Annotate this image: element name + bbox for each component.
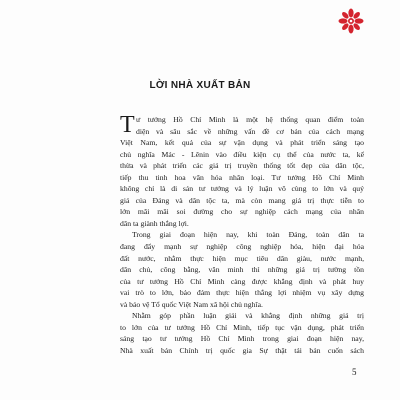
page-number: 5 [352, 367, 357, 377]
text-line: Trong giai đoạn hiện nay, khi toàn Đảng, toàn dân ta [132, 230, 364, 240]
text-line: to lớn của tư tưởng Hồ Chí Minh, tiếp tục vận dụng, phát triển [120, 322, 364, 332]
body-text [120, 114, 364, 356]
text-line: Việt Nam, kết quả của sự vận dụng và phát triển sáng tạo [120, 138, 364, 148]
text-line: lớn mãi mãi soi đường cho sự nghiệp cách mạng của nhân [120, 207, 364, 217]
paragraph-1 [120, 114, 364, 229]
drop-cap: T [120, 112, 135, 138]
page-title: LỜI NHÀ XUẤT BẢN [149, 80, 251, 91]
paragraph-3 [120, 310, 364, 356]
text-line: diện và sâu sắc về những vấn đề cơ bản của cách mạng [136, 126, 364, 136]
text-line: đất nước, nhằm thực hiện mục tiêu dân giàu, nước mạnh, [120, 253, 364, 263]
text-line: đang đẩy mạnh sự nghiệp công nghiệp hóa, hiện đại hóa [120, 242, 364, 252]
text-line: tiếp thu tinh hoa văn hóa nhân loại. Tư tưởng Hồ Chí Minh [120, 172, 364, 182]
lotus-flower-icon [338, 8, 364, 34]
text-line: của tư tưởng Hồ Chí Minh càng được khẳng định và phát huy [120, 276, 364, 286]
paragraph-2 [120, 229, 364, 310]
text-line: và bảo vệ Tổ quốc Việt Nam xã hội chủ nghĩa. [120, 299, 263, 309]
text-line: dân ta giành thắng lợi. [120, 218, 189, 228]
text-line: dân chủ, công bằng, văn minh thì những giá trị tường tồn [120, 265, 364, 275]
text-line: Nhà xuất bản Chính trị quốc gia Sự thật tái bản cuốn sách [120, 345, 364, 355]
text-line: Nhằm góp phần luận giải và khẳng định những giá trị [132, 311, 364, 321]
text-line: vai trò to lớn, bảo đảm thực hiện thắng lợi nhiệm vụ xây dựng [120, 288, 364, 298]
text-line: không chỉ là di sản tư tưởng và lý luận vô cùng to lớn và quý [120, 184, 364, 194]
text-line: giá của Đảng và dân tộc ta, mà còn mang giá trị thực tiễn to [120, 195, 364, 205]
text-line: sáng tạo tư tưởng Hồ Chí Minh trong giai đoạn hiện nay, [120, 334, 364, 344]
text-line: ư tưởng Hồ Chí Minh là một hệ thống quan điểm toàn [136, 115, 364, 124]
text-line: chủ nghĩa Mác - Lênin vào điều kiện cụ thể của nước ta, kế [120, 149, 364, 159]
text-line: thừa và phát triển các giá trị truyền thống tốt đẹp của dân tộc, [120, 161, 364, 171]
